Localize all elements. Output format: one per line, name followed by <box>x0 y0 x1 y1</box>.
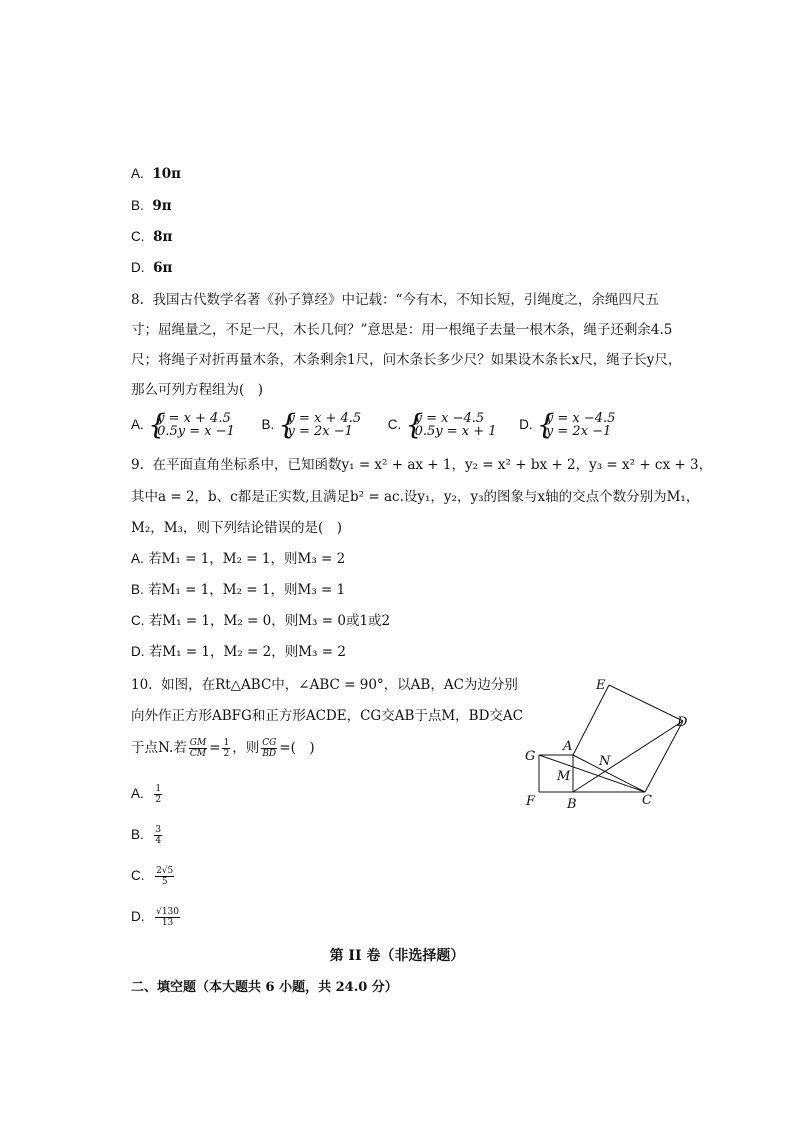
q10-option-d: D. $\frac{√130}{13}$ <box>131 907 180 928</box>
q9-line-3: M₂，M₃，则下列结论错误的是( ) <box>131 520 343 536</box>
section-subtitle: 二、填空题（本大题共 6 小题，共 24.0 分） <box>131 980 398 995</box>
q9-number: 9. <box>131 457 144 473</box>
q8-options <box>131 408 616 441</box>
q9-option-d: D. 若M₁ = 1，M₂ = 2，则M₃ = 2 <box>131 644 346 660</box>
q10-option-c: C. $\frac{2√5}{5}$ <box>131 866 174 887</box>
q10-line-3: 于点N.若 $\frac{GM}{CM}$ = $\frac{1}{2}$ ，则 $\frac{CG}{BD}$ =( ) <box>131 738 315 759</box>
q10-option-a: A. $\frac{1}{2}$ <box>131 784 162 805</box>
segment-gc <box>539 755 645 792</box>
q9-option-c: C. 若M₁ = 1，M₂ = 0，则M₃ = 0或1或2 <box>131 613 391 629</box>
q10-line-1: 10. 如图，在Rt△ABC中，∠ABC = 90°，以AB，AC为边分别 <box>131 677 518 693</box>
label-c: C <box>642 793 652 808</box>
q8-line-2: 寸；屈绳量之，不足一尺，木长几何？”意思是：用一根绳子去量一根木条，绳子还剩余4.5 <box>131 322 673 338</box>
q8-option-d: D. { y = x −4.5 y = 2x −1 <box>519 408 616 441</box>
q8-number: 8. <box>131 292 144 308</box>
q8-option-a: A. { y = x + 4.5 0.5y = x −1 <box>131 408 235 441</box>
fraction-one-half: $\frac{1}{2}$ <box>223 738 230 759</box>
q10-number: 10. <box>131 677 153 693</box>
segment-dc <box>645 721 683 792</box>
q7-option-b: B. 9π <box>131 198 172 214</box>
q10-option-b: B. $\frac{3}{4}$ <box>131 825 162 846</box>
label-f: F <box>526 794 536 809</box>
label-g: G <box>525 749 536 764</box>
q9-option-a: A. 若M₁ = 1，M₂ = 1，则M₃ = 2 <box>131 551 346 567</box>
q9-option-b: B. 若M₁ = 1，M₂ = 1，则M₃ = 1 <box>131 582 346 598</box>
fraction-gm-cm: $\frac{GM}{CM}$ <box>189 738 207 759</box>
q10-line-2: 向外作正方形ABFG和正方形ACDE，CG交AB于点M，BD交AC <box>131 708 524 724</box>
fraction-cg-bd: $\frac{CG}{BD}$ <box>262 738 277 759</box>
segment-ae <box>573 685 609 755</box>
label-d: D <box>677 715 688 730</box>
q8-line-4: 那么可列方程组为( ) <box>131 382 264 398</box>
q8-option-b: B. { y = x + 4.5 y = 2x −1 <box>261 408 362 441</box>
segment-ed <box>609 685 683 721</box>
q8-option-c: C. { y = x −4.5 0.5y = x + 1 <box>387 408 497 441</box>
label-e: E <box>596 678 606 693</box>
geometry-figure <box>520 672 700 812</box>
label-m: M <box>557 769 571 784</box>
label-n: N <box>599 754 611 769</box>
q9-line-1: 9. 在平面直角坐标系中，已知函数y₁ = x² + ax + 1，y₂ = x² + bx + 2，y₃ = x² + cx + 3， <box>131 457 713 473</box>
section-title: 第 II 卷（非选择题） <box>329 948 465 964</box>
label-a: A <box>563 739 573 754</box>
q8-line-1: 8. 我国古代数学名著《孙子算经》中记载：“今有木，不知长短，引绳度之，余绳四尺五 <box>131 292 659 308</box>
segment-bd <box>573 721 683 792</box>
label-b: B <box>567 797 577 812</box>
q8-line-3: 尺；将绳子对折再量木条，木条剩余1尺，问木条长多少尺？如果设木条长x尺，绳子长y尺， <box>131 352 682 368</box>
q9-line-2: 其中a = 2，b、c都是正实数,且满足b² = ac.设y₁，y₂，y₃的图象与x轴的交点个数分别为M₁， <box>131 489 700 505</box>
q7-option-d: D. 6π <box>131 260 173 276</box>
q7-option-a: A. 10π <box>131 166 182 182</box>
q7-option-c: C. 8π <box>131 229 173 245</box>
